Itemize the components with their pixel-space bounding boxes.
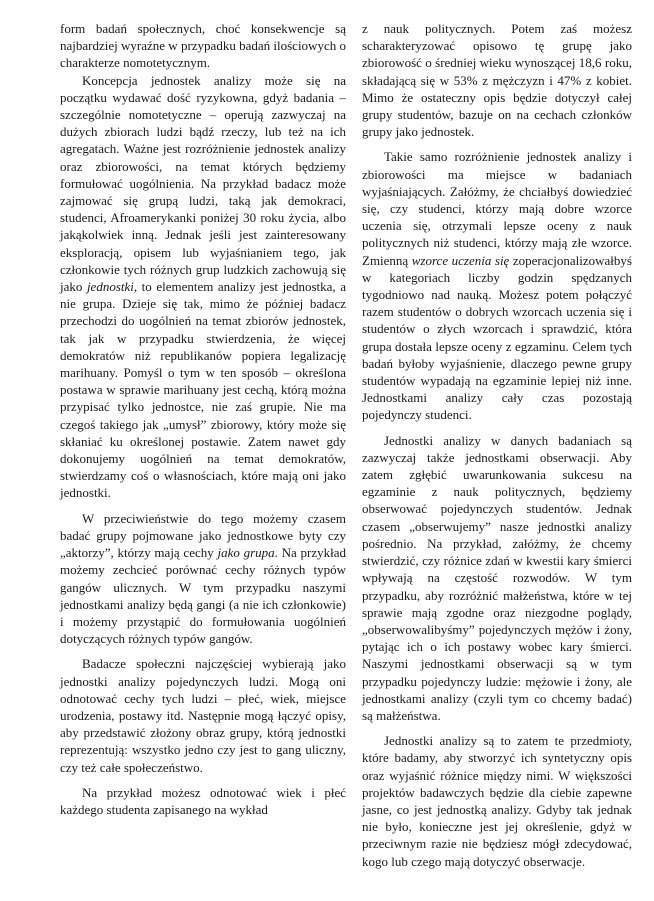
- paragraph-text: zoperacjonalizowałbyś w kategoriach liczby godzin spędzanych tygodniowo nad nauką. Możesz potem połączyć razem studentów o dobrych wzorcach uczenia się i studentów o złych wzorcach i sprawdzić, która grupa dostała lepsze oceny z egzaminu. Celem tych badań byłoby wyjaśnienie, dlaczego pewne grupy studentów wypadają na egzaminie lepiej niż inne. Jednostkami analizy cały czas pozostają pojedynczy studenci.: [362, 252, 632, 423]
- paragraph-text: Takie samo rozróżnienie jednostek analizy i zbiorowości ma miejsce w badaniach wyjaśniających. Załóżmy, że chciałbyś dowiedzieć się, czy studenci, którzy mają dobre wzorce uczenia się, otrzymali lepsze oceny z nauk politycznych niż studenci, którzy mają złe wzorce. Zmienną: [362, 149, 632, 268]
- emphasis: jako grupa: [217, 545, 275, 561]
- paragraph-text: . Na przykład możemy zechcieć porównać cechy różnych typów gangów ulicznych. W tym przypadku naszymi jednostkami analizy będą gangi (a nie ich członkowie) i możemy przystąpić do formułowania uogólnień dotyczących różnych typów gangów.: [60, 545, 346, 647]
- paragraph: Na przykład możesz odnotować wiek i płeć każdego studenta zapisanego na wykład: [60, 784, 346, 817]
- paragraph: [60, 510, 346, 648]
- paragraph: [60, 72, 346, 502]
- paragraph: [362, 148, 632, 423]
- emphasis: wzorce uczenia się: [411, 252, 510, 268]
- left-column: [60, 20, 346, 818]
- emphasis: jednostki: [86, 279, 134, 295]
- paragraph: form badań społecznych, choć konsekwencje są najbardziej wyraźne w przypadku badań ilościowych o charakterze nomotetycznym.: [60, 21, 346, 71]
- paragraph-text: W przeciwieństwie do tego możemy czasem badać grupy pojmowane jako jednostkowe byty czy „aktorzy”, którzy mają cechy: [60, 510, 346, 561]
- paragraph-text: , to elementem analizy jest jednostka, a nie grupa. Dzieje się tak, mimo że później badacz przechodzi do uogólnień na temat zbiorów jednostek, tak jak w przypadku stwierdzenia, że więcej demokratów niż republikanów popiera legalizację marihuany. Pomyśl o tym w ten sposób – określona postawa w sprawie marihuany jest cechą, którą można przypisać tylko jednostce, nie zaś grupie. Nie ma czegoś takiego jak „umysł” zbiorowy, który może się skłaniać ku określonej postawie. Zatem nawet gdy dokonujemy uogólnień na temat demokratów, stwierdzamy coś o własnościach, które mają oni jako jednostki.: [60, 279, 346, 501]
- paragraph: Badacze społeczni najczęściej wybierają jako jednostki analizy pojedynczych ludzi. Mogą oni odnotować cechy tych ludzi – płeć, wiek, miejsce urodzenia, postawy itd. Następnie mogą łączyć opisy, aby przedstawić złożony obraz grupy, którą jednostki reprezentują: wszystko jedno czy jest to gang uliczny, czy też całe społeczeństwo.: [60, 656, 346, 775]
- right-column: [362, 20, 632, 870]
- paragraph: z nauk politycznych. Potem zaś możesz scharakteryzować opisowo tę grupę jako zbiorowość o średniej wieku wynoszącej 18,6 roku, składającą się w 53% z mężczyzn i 47% z kobiet. Mimo że ostateczny opis będzie dotyczył całej grupy studentów, bazuje on na cechach członków grupy jako jednostek.: [362, 21, 632, 140]
- paragraph: Jednostki analizy są to zatem te przedmioty, które badamy, aby stworzyć ich syntetyczny opis oraz wyjaśnić różnice między nimi. W większości projektów badawczych będzie dla ciebie zapewne jasne, co jest jednostką analizy. Gdyby tak jednak nie było, konieczne jest jej określenie, gdyż w przeciwnym razie nie będziesz mógł zdecydować, kogo lub czego mają dotyczyć obserwacje.: [362, 733, 632, 869]
- paragraph: Jednostki analizy w danych badaniach są zazwyczaj także jednostkami obserwacji. Aby zatem zgłębić uwarunkowania sukcesu na egzaminie z nauk politycznych, będziemy obserwować pojedynczych studentów. Jednak czasem „obserwujemy” nasze jednostki analizy pośrednio. Na przykład, załóżmy, że chcemy stwierdzić, czy różnice zdań w kwestii kary śmierci wpływają na częstość rozwodów. W tym przypadku, aby rozróżnić małżeństwa, które w tej sprawie mają zgodne oraz niezgodne poglądy, „obserwowalibyśmy” pojedynczych mężów i żony, pytając ich o ich postawy wobec kary śmierci. Naszymi jednostkami obserwacji są w tym przypadku pojedynczy ludzie: mężowie i żony, ale jednostkami analizy (czyli tym co chcemy badać) są małżeństwa.: [362, 432, 632, 723]
- paragraph-text: Koncepcja jednostek analizy może się na początku wydawać dość ryzykowna, gdyż badania – szczególnie nomotetyczne – operują zazwyczaj na dużych zbiorach ludzi bądź rzeczy, lub też na ich agregatach. Ważne jest rozróżnienie jednostek analizy oraz zbiorowości, na temat których będziemy formułować uogólnienia. Na przykład badacz może zajmować się grupą ludzi, taką jak demokraci, studenci, Afroamerykanki poniżej 30 roku życia, albo jakąkolwiek inną. Jednak jeśli jest zainteresowany eksploracją, opisem lub wyjaśnianiem tego, jak członkowie tych różnych grup ludzkich zachowują się jako: [60, 72, 346, 295]
